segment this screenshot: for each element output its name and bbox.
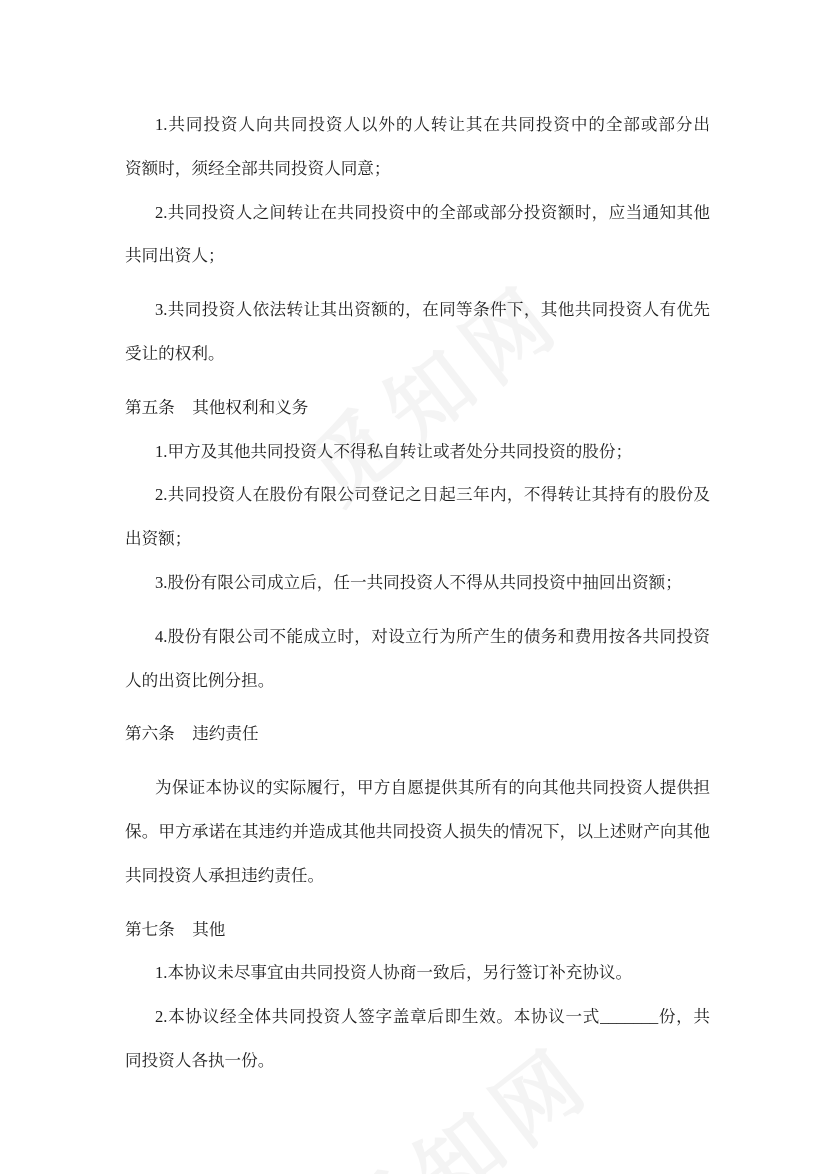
text-line: 4.股份有限公司不能成立时，对设立行为所产生的债务和费用按各共同投资 <box>155 626 710 646</box>
clause-4-item-2 <box>125 191 710 279</box>
clause-4-item-1 <box>125 103 710 191</box>
clause-7-title: 其他 <box>192 919 226 939</box>
document-body <box>125 103 710 1083</box>
text-line: 1.甲方及其他共同投资人不得私自转让或者处分共同投资的股份； <box>155 441 633 461</box>
clause-7-item-1 <box>125 951 710 995</box>
clause-5-number: 第五条 <box>125 397 175 417</box>
text-line: 1.本协议未尽事宜由共同投资人协商一致后，另行签订补充协议。 <box>155 963 633 983</box>
text-line: 2.共同投资人之间转让在共同投资中的全部或部分投资额时，应当通知其他 <box>155 202 710 222</box>
clause-5-title: 其他权利和义务 <box>192 397 309 417</box>
text-line: 人的出资比例分担。 <box>125 670 275 690</box>
clause-6-number: 第六条 <box>125 724 175 744</box>
clause-5-item-4 <box>125 615 710 703</box>
text-line: 3.共同投资人依法转让其出资额的，在同等条件下，其他共同投资人有优先 <box>155 300 710 320</box>
clause-6-title: 违约责任 <box>192 724 259 744</box>
text-line: 1.共同投资人向共同投资人以外的人转让其在共同投资中的全部或部分出 <box>155 115 710 134</box>
clause-6-item-1 <box>125 766 710 897</box>
text-line: 共同投资人承担违约责任。 <box>125 865 325 885</box>
text-line: 2.本协议经全体共同投资人签字盖章后即生效。本协议一式_______份，共 <box>155 1007 710 1027</box>
text-line: 保。甲方承诺在其违约并造成其他共同投资人损失的情况下，以上述财产向其他 <box>125 821 710 841</box>
clause-5-item-1 <box>125 430 710 474</box>
clause-7-number: 第七条 <box>125 919 175 939</box>
clause-6-heading <box>125 712 710 756</box>
clause-5-item-3 <box>125 561 710 605</box>
clause-7-item-2 <box>125 995 710 1083</box>
text-line: 共同出资人； <box>125 246 225 266</box>
clause-4-item-3 <box>125 288 710 376</box>
text-line: 受让的权利。 <box>125 343 225 363</box>
text-line: 为保证本协议的实际履行，甲方自愿提供其所有的向其他共同投资人提供担 <box>155 778 710 798</box>
text-line: 出资额； <box>125 529 192 549</box>
text-line: 3.股份有限公司成立后，任一共同投资人不得从共同投资中抽回出资额； <box>155 572 682 592</box>
text-line: 同投资人各执一份。 <box>125 1050 275 1070</box>
clause-5-heading <box>125 386 710 430</box>
text-line: 资额时，须经全部共同投资人同意； <box>125 158 391 178</box>
clause-5-item-2 <box>125 473 710 561</box>
text-line: 2.共同投资人在股份有限公司登记之日起三年内，不得转让其持有的股份及 <box>155 485 710 505</box>
clause-7-heading <box>125 908 710 952</box>
